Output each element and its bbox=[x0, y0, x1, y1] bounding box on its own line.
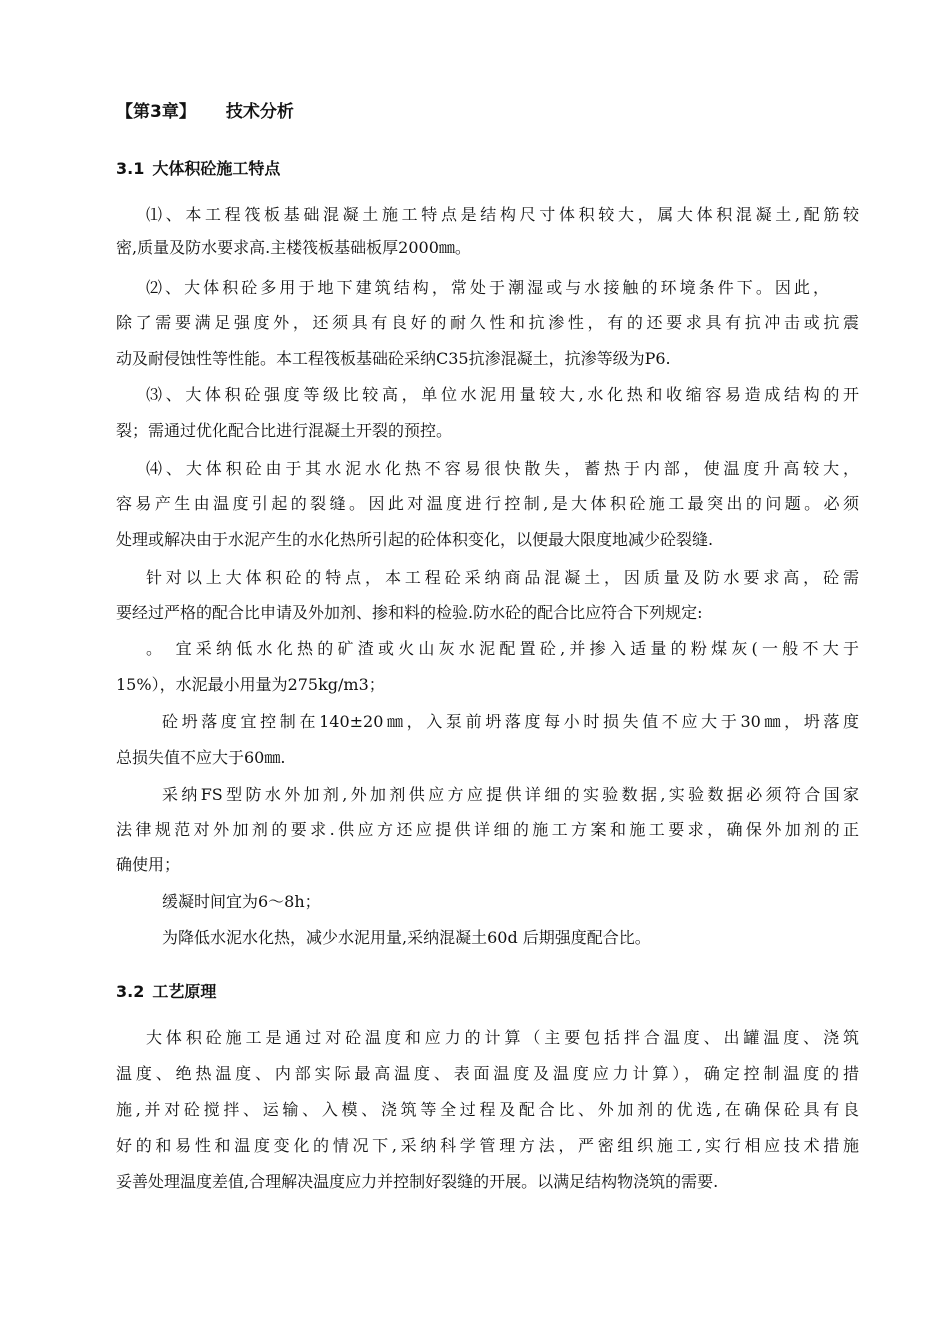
paragraph-line: 容易产生由温度引起的裂缝。因此对温度进行控制,是大体积砼施工最突出的问题。必须 bbox=[116, 494, 859, 513]
paragraph-line: 密,质量及防水要求高.主楼筏板基础板厚2000㎜。 bbox=[116, 238, 471, 257]
paragraph-line: 温度、绝热温度、内部实际最高温度、表面温度及温度应力计算），确定控制温度的措 bbox=[116, 1064, 859, 1083]
section-title: 工艺原理 bbox=[152, 982, 217, 1001]
paragraph-line: 大体积砼施工是通过对砼温度和应力的计算（主要包括拌合温度、出罐温度、浇筑 bbox=[146, 1028, 859, 1047]
paragraph-line: 除了需要满足强度外，还须具有良好的耐久性和抗渗性，有的还要求具有抗冲击或抗震 bbox=[116, 313, 859, 332]
paragraph-line: 裂；需通过优化配合比进行混凝土开裂的预控。 bbox=[116, 421, 453, 440]
paragraph-line: 15%），水泥最小用量为275kg/m3； bbox=[116, 675, 385, 694]
paragraph-line: 处理或解决由于水泥产生的水化热所引起的砼体积变化，以便最大限度地减少砼裂缝. bbox=[116, 530, 714, 549]
paragraph-line: 要经过严格的配合比申请及外加剂、掺和料的检验.防水砼的配合比应符合下列规定: bbox=[116, 603, 703, 622]
paragraph-line: 针对以上大体积砼的特点，本工程砼采纳商品混凝土，因质量及防水要求高，砼需 bbox=[146, 568, 859, 587]
paragraph-line: 动及耐侵蚀性等性能。本工程筏板基础砼采纳C35抗渗混凝土，抗渗等级为P6. bbox=[116, 349, 671, 368]
paragraph-line: 。 宜采纳低水化热的矿渣或火山灰水泥配置砼,并掺入适量的粉煤灰(一般不大于 bbox=[146, 639, 859, 658]
section-title: 大体积砼施工特点 bbox=[152, 159, 281, 178]
section-heading-3-1 bbox=[116, 157, 280, 181]
chapter-label: 【第3章】 bbox=[116, 102, 196, 122]
section-number: 3.2 bbox=[116, 982, 145, 1001]
paragraph-line: ⑶、大体积砼强度等级比较高，单位水泥用量较大,水化热和收缩容易造成结构的开 bbox=[146, 385, 859, 404]
paragraph-line: 为降低水泥水化热，减少水泥用量,采纳混凝土60d 后期强度配合比。 bbox=[162, 928, 651, 947]
paragraph-line: 总损失值不应大于60㎜. bbox=[116, 748, 286, 767]
paragraph-line: 妥善处理温度差值,合理解决温度应力并控制好裂缝的开展。以满足结构物浇筑的需要. bbox=[116, 1172, 719, 1191]
paragraph-line: 法律规范对外加剂的要求.供应方还应提供详细的施工方案和施工要求，确保外加剂的正 bbox=[116, 820, 859, 839]
paragraph-line: 好的和易性和温度变化的情况下,采纳科学管理方法，严密组织施工,实行相应技术措施 bbox=[116, 1136, 859, 1155]
paragraph-line: ⑷、大体积砼由于其水泥水化热不容易很快散失，蓄热于内部，使温度升高较大， bbox=[146, 459, 859, 478]
paragraph-line: 缓凝时间宜为6～8h； bbox=[162, 892, 321, 911]
paragraph-line: 确使用； bbox=[116, 855, 181, 874]
paragraph-line: 砼坍落度宜控制在140±20㎜，入泵前坍落度每小时损失值不应大于30㎜，坍落度 bbox=[162, 712, 859, 731]
paragraph-line: 采纳FS型防水外加剂,外加剂供应方应提供详细的实验数据,实验数据必须符合国家 bbox=[162, 785, 859, 804]
paragraph-line: 施,并对砼搅拌、运输、入模、浇筑等全过程及配合比、外加剂的优选,在确保砼具有良 bbox=[116, 1100, 859, 1119]
paragraph-line: ⑴、本工程筏板基础混凝土施工特点是结构尺寸体积较大，属大体积混凝土,配筋较 bbox=[146, 205, 859, 224]
paragraph-line: ⑵、大体积砼多用于地下建筑结构，常处于潮湿或与水接触的环境条件下。因此， bbox=[146, 278, 829, 297]
section-number: 3.1 bbox=[116, 159, 145, 178]
chapter-heading bbox=[116, 100, 294, 124]
section-heading-3-2 bbox=[116, 980, 216, 1004]
chapter-title: 技术分析 bbox=[225, 102, 294, 122]
